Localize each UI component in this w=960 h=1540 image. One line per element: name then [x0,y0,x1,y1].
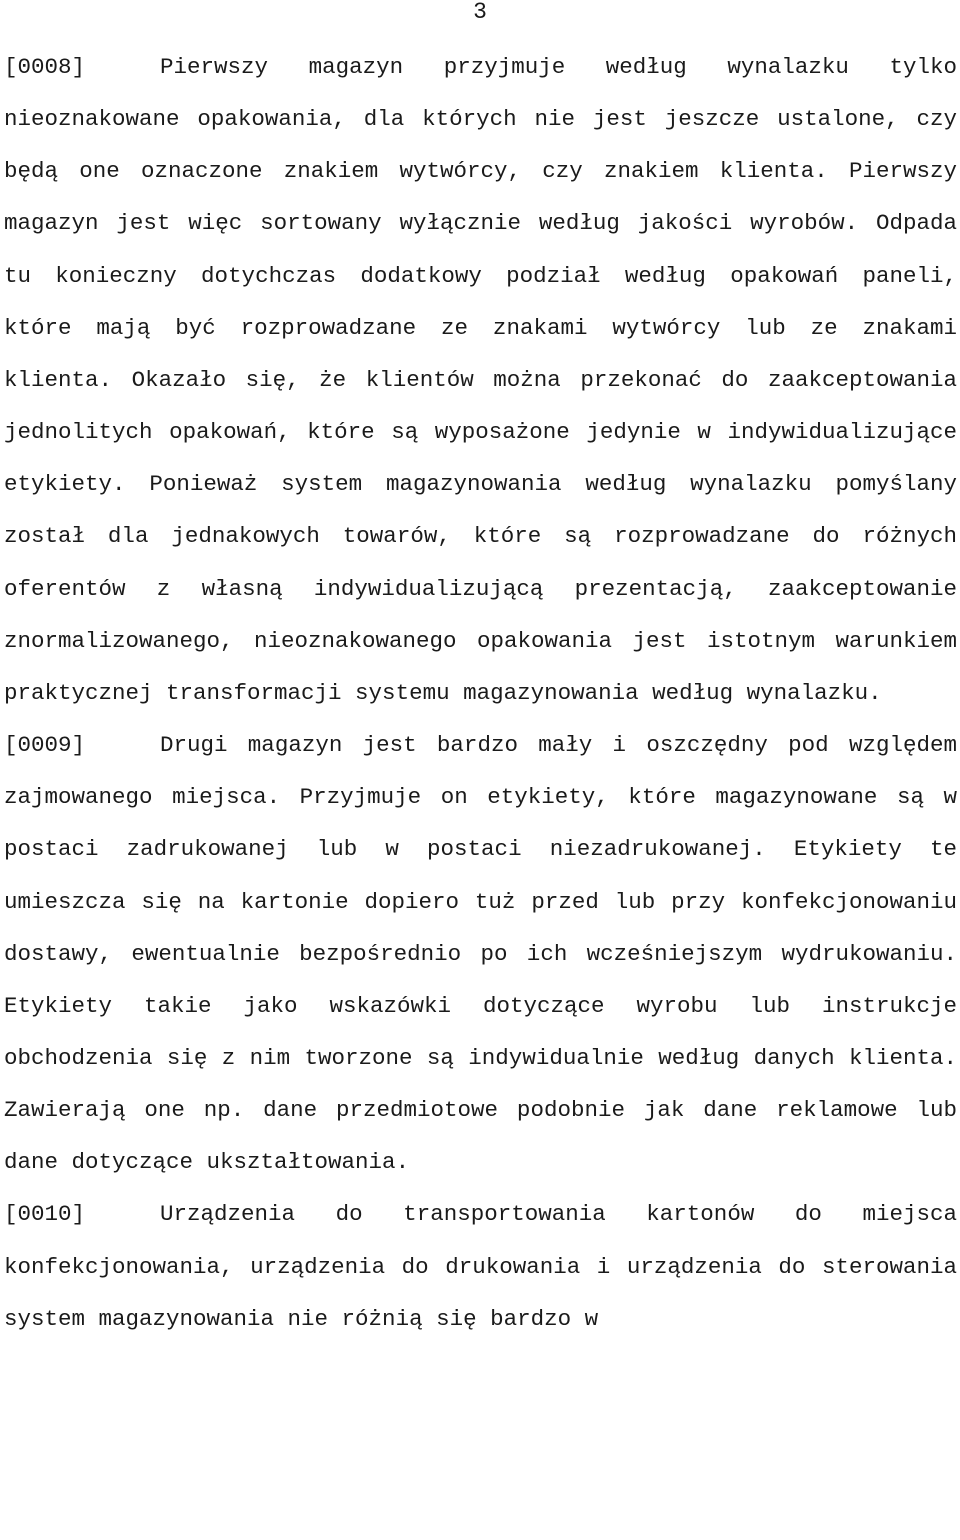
paragraph-text: Drugi magazyn jest bardzo mały i oszczędny pod względem zajmowanego miejsca. Przyjmuje on etykiety, które magazynowane są w postaci zadrukowanej lub w postaci niezadrukowanej. Etykiety te umieszcza się na kartonie dopiero tuż przed lub przy konfekcjonowaniu dostawy, ewentualnie bezpośrednio po ich wcześniejszym wydrukowaniu. Etykiety takie jako wskazówki dotyczące wyrobu lub instrukcje obchodzenia się z nim tworzone są indywidualnie według danych klienta. Zawierają one np. dane przedmiotowe podobnie jak dane reklamowe lub dane dotyczące ukształtowania. [4,732,957,1176]
page-number: 3 [473,0,487,25]
paragraph-0008 [4,41,957,719]
paragraph-id: [0010] [4,1201,86,1228]
paragraph-id: [0008] [4,54,86,80]
paragraph-text: Urządzenia do transportowania kartonów do miejsca konfekcjonowania, urządzenia do drukowania i urządzenia do sterowania system magazynowania nie różnią się bardzo w [4,1201,957,1332]
paragraph-0009 [4,719,957,1188]
paragraph-text: Pierwszy magazyn przyjmuje według wynalazku tylko nieoznakowane opakowania, dla których nie jest jeszcze ustalone, czy będą one oznaczone znakiem wytwórcy, czy znakiem klienta. Pierwszy magazyn jest więc sortowany wyłącznie według jakości wyrobów. Odpada tu konieczny dotychczas dodatkowy podział według opakowań paneli, które mają być rozprowadzane ze znakami wytwórcy lub ze znakami klienta. Okazało się, że klientów można przekonać do zaakceptowania jednolitych opakowań, które są wyposażone jedynie w indywidualizujące etykiety. Ponieważ system magazynowania według wynalazku pomyślany został dla jednakowych towarów, które są rozprowadzane do różnych oferentów z własną indywidualizującą prezentacją, zaakceptowanie znormalizowanego, nieoznakowanego opakowania jest istotnym warunkiem praktycznej transformacji systemu magazynowania według wynalazku. [4,54,957,706]
paragraph-id: [0009] [4,732,86,759]
paragraph-0010 [4,1188,957,1344]
document-body [4,41,957,1345]
